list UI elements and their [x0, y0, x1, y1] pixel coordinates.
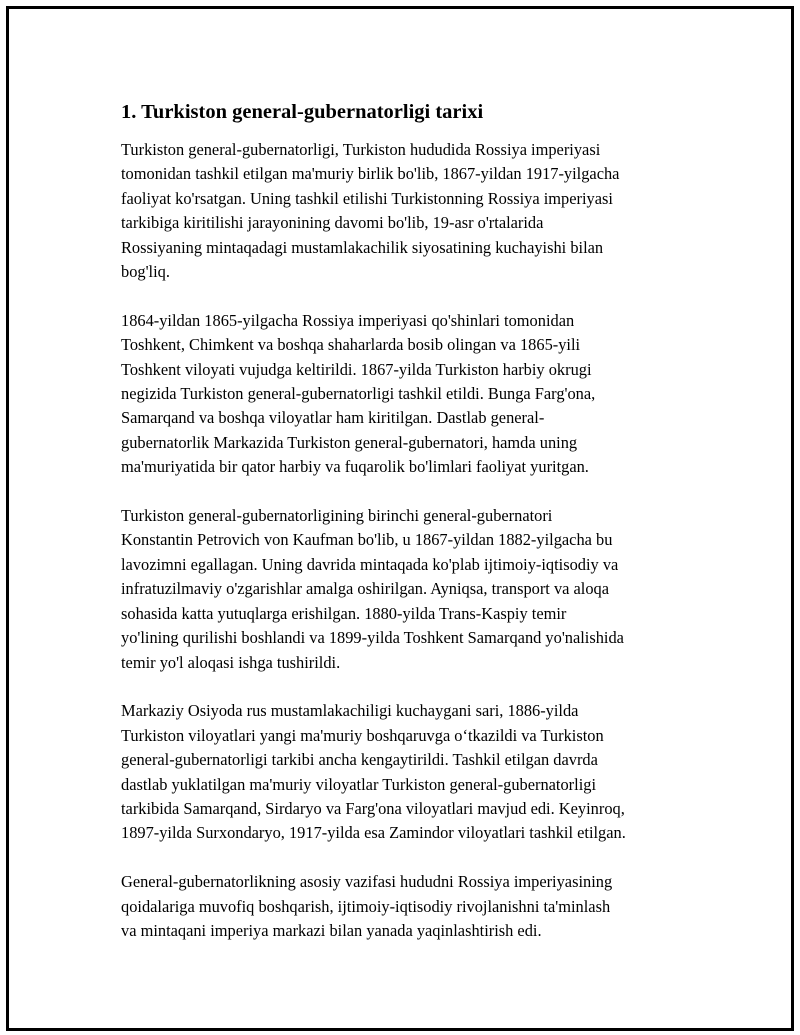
- paragraph-4: Markaziy Osiyoda rus mustamlakachiligi kuchaygani sari, 1886-yilda Turkiston viloyatlari yangi ma'muriy boshqaruvga o‘tkazildi va Turkiston general-gubernatorligi tarkibi ancha kengaytirildi. Tashkil etilgan davrda dastlab yuklatilgan ma'muriy viloyatlar Turkiston general-gubernatorligi tarkibida Samarqand, Sirdaryo va Farg'ona viloyatlari mavjud edi. Keyinroq, 1897-yilda Surxondaryo, 1917-yilda esa Zamindor viloyatlari tashkil etilgan.: [121, 701, 626, 843]
- section-heading: 1. Turkiston general-gubernatorligi tarixi: [121, 101, 484, 123]
- paragraph-5: General-gubernatorlikning asosiy vazifasi hududni Rossiya imperiyasining qoidalariga muvofiq boshqarish, ijtimoiy-iqtisodiy rivojlanishni ta'minlash va mintaqani imperiya markazi bilan yanada yaqinlashtirish edi.: [121, 872, 613, 940]
- page-frame: [6, 6, 794, 1031]
- paragraph-3: Turkiston general-gubernatorligining birinchi general-gubernatori Konstantin Petrovich von Kaufman bo'lib, u 1867-yildan 1882-yilgacha bu lavozimni egallagan. Uning davrida mintaqada ko'plab ijtimoiy-iqtisodiy va infratuzilmaviy o'zgarishlar amalga oshirilgan. Ayniqsa, transport va aloqa sohasida katta yutuqlarga erishilgan. 1880-yilda Trans-Kaspiy temir yo'lining qurilishi boshlandi va 1899-yilda Toshkent Samarqand yo'nalishida temir yo'l aloqasi ishga tushirildi.: [121, 506, 624, 672]
- document-body: [121, 98, 701, 968]
- paragraph-2: 1864-yildan 1865-yilgacha Rossiya imperiyasi qo'shinlari tomonidan Toshkent, Chimkent va boshqa shaharlarda bosib olingan va 1865-yili Toshkent viloyati vujudga keltirildi. 1867-yilda Turkiston harbiy okrugi negizida Turkiston general-gubernatorligi tashkil etildi. Bunga Farg'ona, Samarqand va boshqa viloyatlar ham kiritilgan. Dastlab general- gubernatorlik Markazida Turkiston general-gubernatori, hamda uning ma'muriyatida bir qator harbiy va fuqarolik bo'limlari faoliyat yuritgan.: [121, 310, 596, 477]
- paragraph-1: Turkiston general-gubernatorligi, Turkiston hududida Rossiya imperiyasi tomonidan tashkil etilgan ma'muriy birlik bo'lib, 1867-yildan 1917-yilgacha faoliyat ko'rsatgan. Uning tashkil etilishi Turkistonning Rossiya imperiyasi tarkibiga kiritilishi jarayonining davomi bo'lib, 19-asr o'rtalarida Rossiyaning mintaqadagi mustamlakachilik siyosatining kuchayishi bilan bog'liq.: [121, 140, 620, 282]
